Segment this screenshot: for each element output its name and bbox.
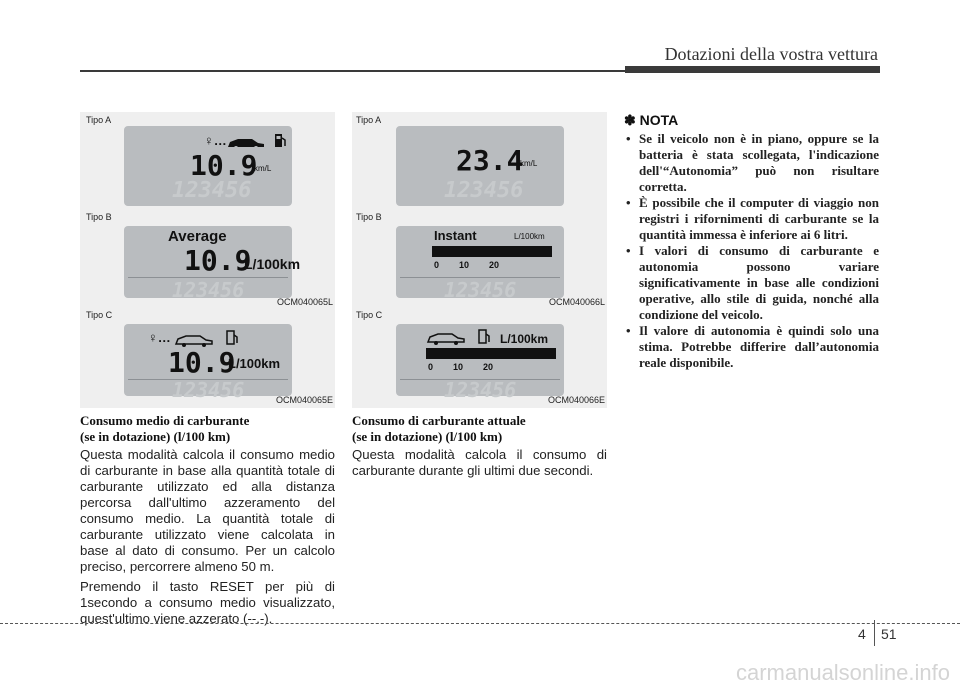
left-figure-panel (80, 112, 335, 408)
odometer-ghost: 123456 (172, 178, 252, 203)
footer-rule (0, 623, 960, 624)
lcd-display-tipo-b (396, 226, 564, 302)
unit-label: L/100km (244, 256, 301, 272)
odometer-ghost: 123456 (444, 278, 517, 302)
page-header-title: Dotazioni della vostra vettura (664, 44, 878, 64)
fuel-consumption-value: 10.9 (168, 346, 236, 379)
car-icon (174, 333, 214, 347)
key-icon: ♀… (204, 133, 227, 148)
section-body-instant (352, 447, 607, 483)
unit-label: L/100km (514, 232, 545, 241)
tipo-b-label: Tipo B (356, 212, 382, 222)
note-item: • Se il veicolo non è in piano, oppure se la batteria è stata scollegata, l'indicazione dell'“Autonomia” può non risultare corretta. (624, 131, 879, 195)
fuel-pump-icon (478, 328, 490, 344)
odometer-ghost: 123456 (172, 378, 245, 402)
section-heading-instant: Consumo di carburante attuale (se in dotazione) (l/100 km) (352, 413, 526, 444)
key-icon: ♀… (148, 330, 171, 345)
note-item: • I valori di consumo di carburante e autonomia possono variare significativamente in base alle condizioni operative, allo stile di guida, nonché alla condizione del veicolo. (624, 243, 879, 323)
figure-code: OCM040066L (548, 297, 605, 307)
tipo-b-label: Tipo B (86, 212, 112, 222)
header-tab-bar (625, 66, 880, 73)
consumption-bar (426, 348, 556, 359)
figure-code: OCM040066E (547, 395, 605, 405)
fuel-consumption-value: 10.9 (190, 149, 258, 182)
tipo-a-label: Tipo A (356, 115, 382, 125)
note-title: ✽ NOTA (624, 112, 679, 128)
note-item: • È possibile che il computer di viaggio non registri i rifornimenti di carburante se la quantità immessa è inferiore ai 6 litri. (624, 195, 879, 243)
page-number: 51 (881, 626, 897, 642)
chapter-number: 4 (858, 626, 866, 642)
tipo-c-label: Tipo C (86, 310, 113, 320)
bar-scale: 0 10 20 (434, 260, 500, 270)
odometer-ghost: 123456 (172, 278, 245, 302)
fuel-pump-icon (274, 132, 286, 148)
figure-code: OCM040065L (276, 297, 333, 307)
odometer-ghost: 123456 (444, 178, 524, 203)
lcd-display-tipo-c (124, 324, 292, 402)
section-body-average (80, 447, 335, 631)
footer-separator (874, 620, 875, 646)
watermark: carmanualsonline.info (735, 660, 950, 685)
section-heading-average: Consumo medio di carburante (se in dotazione) (l/100 km) (80, 413, 250, 444)
odometer-ghost: 123456 (444, 378, 517, 402)
unit-label: km/L (254, 164, 272, 173)
paragraph: Premendo il tasto RESET per più di 1secondo a consumo medio visualizzato, quest'ultimo viene azzerato (--.-). (80, 579, 335, 626)
car-icon (226, 136, 266, 150)
note-item: • Il valore di autonomia è quindi solo una stima. Potrebbe differire dall’autonomia reale disponibile. (624, 323, 879, 371)
figure-code: OCM040065E (275, 395, 333, 405)
fuel-consumption-value: 10.9 (184, 244, 252, 277)
lcd-display-tipo-a (124, 126, 292, 206)
unit-label: km/L (520, 159, 538, 168)
mode-word: Instant (434, 228, 477, 243)
note-list (624, 131, 879, 371)
lcd-display-tipo-a (396, 126, 564, 206)
paragraph: Questa modalità calcola il consumo medio di carburante in base alla quantità totale di carburante utilizzato ed alla distanza percorsa dall'ultimo azzeramento del consumo medio. La quantità totale di carburante utilizzato viene calcolata in base al dato di consumo. Per un calcolo preciso, percorrere almeno 50 m. (80, 447, 335, 574)
unit-label: L/100km (228, 356, 281, 371)
bar-scale: 0 10 20 (428, 362, 494, 372)
lcd-display-tipo-b (124, 226, 301, 302)
unit-label: L/100km (500, 332, 549, 346)
tipo-c-label: Tipo C (356, 310, 383, 320)
consumption-bar (432, 246, 552, 257)
lcd-display-tipo-c (396, 324, 564, 402)
mode-word: Average (168, 228, 227, 245)
fuel-pump-icon (226, 329, 238, 345)
paragraph: Questa modalità calcola il consumo di carburante durante gli ultimi due secondi. (352, 447, 607, 478)
fuel-consumption-value: 23.4 (456, 144, 524, 177)
car-icon (426, 331, 466, 345)
tipo-a-label: Tipo A (86, 115, 112, 125)
right-figure-panel (352, 112, 607, 408)
